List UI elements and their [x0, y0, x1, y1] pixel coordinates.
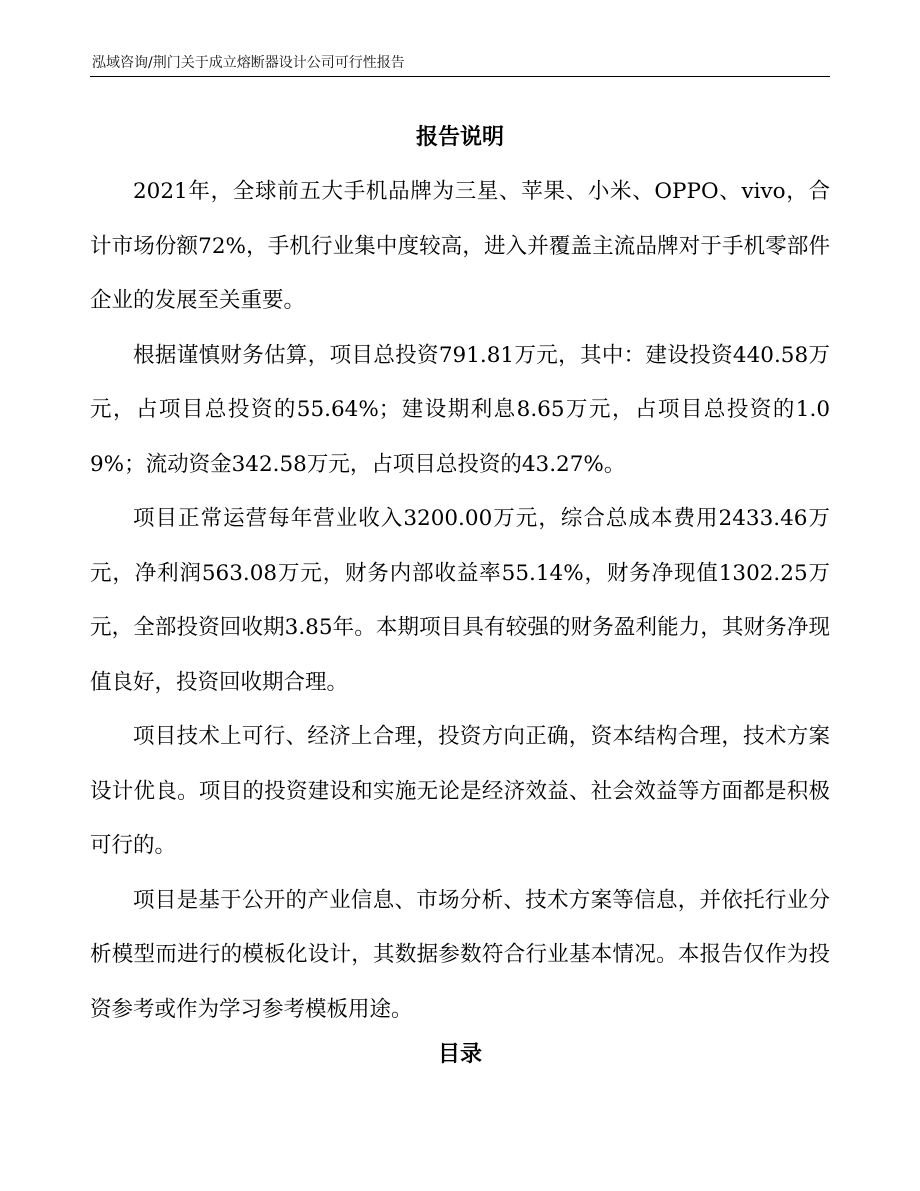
running-header: 泓域咨询/荆门关于成立熔断器设计公司可行性报告	[92, 55, 405, 71]
paragraph-disclaimer: 项目是基于公开的产业信息、市场分析、技术方案等信息，并依托行业分析模型而进行的模板化设计，其数据参数符合行业基本情况。本报告仅作为投资参考或作为学习参考模板用途。	[90, 887, 830, 1022]
report-body	[90, 165, 830, 1037]
toc-title: 目录	[437, 1042, 482, 1067]
paragraph-feasibility: 项目技术上可行、经济上合理，投资方向正确，资本结构合理，技术方案设计优良。项目的投资建设和实施无论是经济效益、社会效益等方面都是积极可行的。	[90, 724, 830, 858]
header-divider	[90, 76, 830, 77]
paragraph-revenue: 项目正常运营每年营业收入3200.00万元，综合总成本费用2433.46万元，净利润563.08万元，财务内部收益率55.14%，财务净现值1302.25万元，全部投资回收期3.85年。本期项目具有较强的财务盈利能力，其财务净现值良好，投资回收期合理。	[90, 506, 830, 695]
report-title: 报告说明	[415, 125, 504, 150]
paragraph-investment: 根据谨慎财务估算，项目总投资791.81万元，其中：建设投资440.58万元，占项目总投资的55.64%；建设期利息8.65万元，占项目总投资的1.09%；流动资金342.58万元，占项目总投资的43.27%。	[90, 342, 830, 477]
paragraph-market-share: 2021年，全球前五大手机品牌为三星、苹果、小米、OPPO、vivo，合计市场份额72%，手机行业集中度较高，进入并覆盖主流品牌对于手机零部件企业的发展至关重要。	[90, 179, 830, 313]
